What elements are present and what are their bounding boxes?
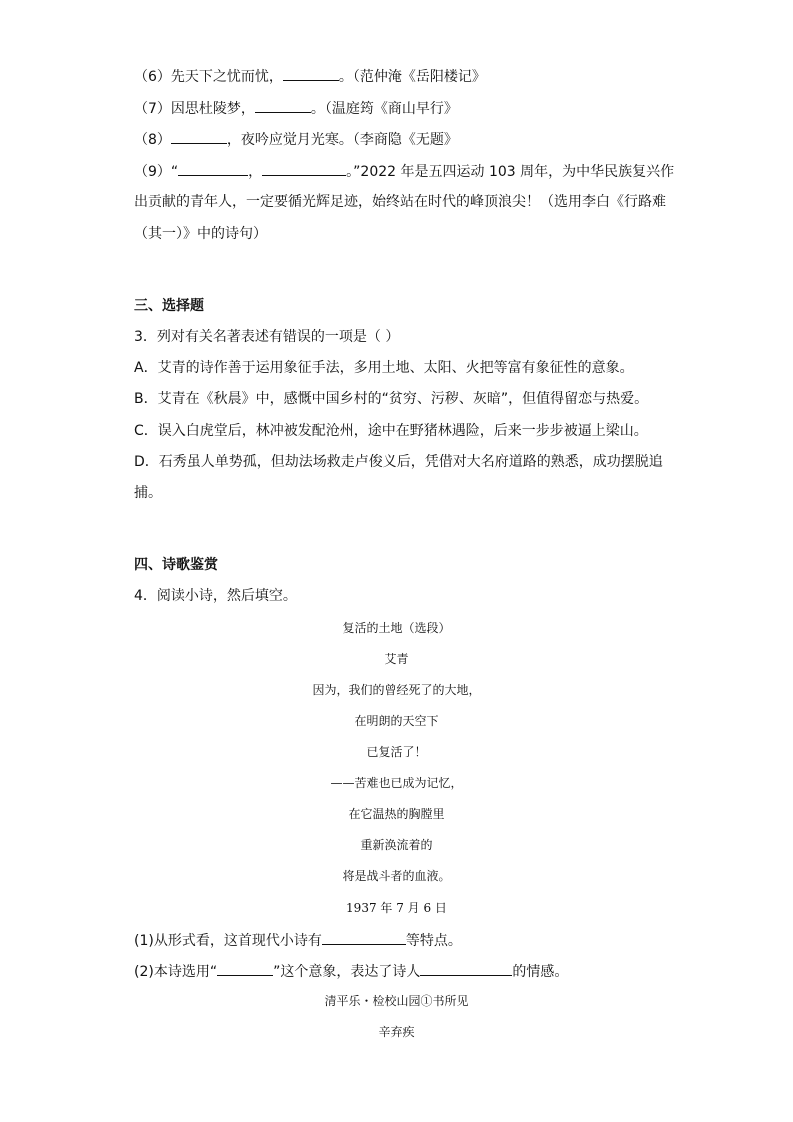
q9-blank-2 bbox=[262, 161, 346, 176]
sub2-middle: ”这个意象，表达了诗人 bbox=[273, 964, 421, 980]
sub2-suffix: 的情感。 bbox=[512, 964, 569, 980]
poem-line: 在它温热的胸膛里 bbox=[348, 807, 445, 821]
poem-date: 1937 年 7 月 6 日 bbox=[346, 901, 447, 915]
section4-heading: 四、诗歌鉴赏 bbox=[134, 557, 218, 573]
sub2-blank-2 bbox=[420, 961, 512, 976]
option-b: B．艾青在《秋晨》中，感慨中国乡村的“贫穷、污秽、灰暗”，但值得留恋与热爱。 bbox=[134, 391, 649, 407]
poem-line: 重新涣流着的 bbox=[360, 838, 433, 852]
q9-rest: 。”2022 年是五四运动 103 周年，为中华民族复兴作 bbox=[346, 164, 675, 180]
next-poem-title: 清平乐・检校山园①书所见 bbox=[324, 994, 469, 1008]
poem-line: 在明朗的天空下 bbox=[354, 714, 439, 728]
poem-line: ——苦难也已成为记忆， bbox=[330, 776, 463, 790]
poem-author: 艾青 bbox=[384, 652, 409, 666]
option-a: A．艾青的诗作善于运用象征手法，多用土地、太阳、火把等富有象征性的意象。 bbox=[134, 360, 634, 376]
fill-in-q9-line2: 出贡献的青年人，一定要循光辉足迹，始终站在时代的峰顶浪尖！（选用李白《行路难 bbox=[134, 194, 666, 210]
q9-open: （9）“ bbox=[134, 164, 179, 180]
sub1-prefix: (1)从形式看，这首现代小诗有 bbox=[134, 933, 322, 949]
fill-in-q8 bbox=[134, 129, 713, 150]
q8-suffix: ，夜吟应觉月光寒。（李商隐《无题》 bbox=[226, 132, 458, 148]
q6-prefix: （6）先天下之忧而忧， bbox=[134, 69, 283, 85]
q9-comma: ， bbox=[248, 164, 263, 180]
poem-line: 已复活了！ bbox=[366, 745, 427, 759]
q7-blank bbox=[255, 98, 311, 113]
poem-title: 复活的土地（选段） bbox=[342, 621, 451, 635]
poem-line: 因为，我们的曾经死了的大地， bbox=[312, 683, 481, 697]
question-4: 4．阅读小诗，然后填空。 bbox=[134, 588, 297, 604]
sub-question-2 bbox=[134, 961, 713, 982]
sub-question-1 bbox=[134, 930, 713, 951]
fill-in-q7 bbox=[134, 98, 713, 119]
next-poem-author: 辛弃疾 bbox=[378, 1025, 415, 1039]
sub2-prefix: (2)本诗选用“ bbox=[134, 964, 218, 980]
q8-prefix: （8） bbox=[134, 132, 171, 148]
q9-blank-1 bbox=[178, 161, 248, 176]
question-3: 3．列对有关名著表述有错误的一项是（ ） bbox=[134, 329, 400, 345]
option-d-line1: D．石秀虽人单势孤，但劫法场救走卢俊义后，凭借对大名府道路的熟悉，成功摆脱追 bbox=[134, 454, 663, 470]
option-d-line2: 捕。 bbox=[134, 485, 162, 501]
q8-blank bbox=[171, 129, 227, 144]
q7-prefix: （7）因思杜陵梦， bbox=[134, 101, 255, 117]
poem-line: 将是战斗者的血液。 bbox=[342, 869, 451, 883]
fill-in-q6 bbox=[134, 66, 713, 87]
q7-suffix: 。（温庭筠《商山早行》 bbox=[310, 101, 458, 117]
q6-suffix: 。（范仲淹《岳阳楼记》 bbox=[338, 69, 486, 85]
option-c: C．误入白虎堂后，林冲被发配沧州，途中在野猪林遇险，后来一步步被逼上梁山。 bbox=[134, 423, 648, 439]
sub1-blank bbox=[322, 930, 406, 945]
fill-in-q9-line1 bbox=[134, 161, 713, 182]
q6-blank bbox=[283, 66, 339, 81]
section3-heading: 三、选择题 bbox=[134, 298, 204, 314]
fill-in-q9-line3: （其一）》中的诗句） bbox=[134, 226, 267, 242]
sub2-blank-1 bbox=[217, 961, 273, 976]
sub1-suffix: 等特点。 bbox=[405, 933, 462, 949]
